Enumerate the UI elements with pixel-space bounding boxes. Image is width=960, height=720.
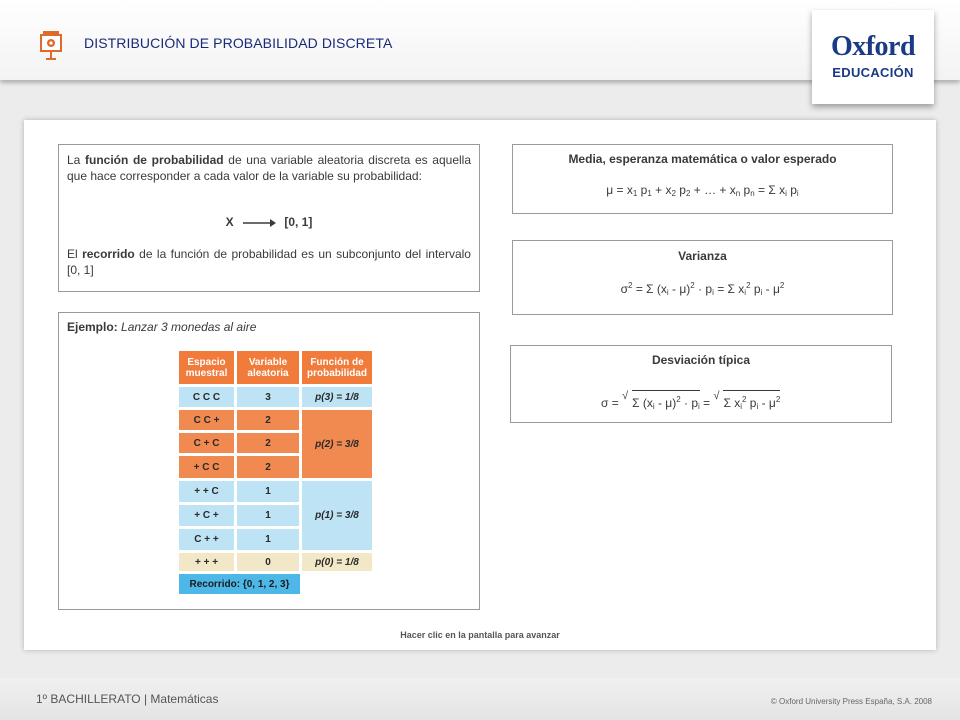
mapping-formula	[59, 214, 479, 230]
definition-box	[58, 144, 480, 292]
row-var: 0	[236, 552, 300, 572]
presentation-board-icon	[38, 28, 64, 62]
arrow-right-icon	[241, 218, 277, 228]
media-formula: $\mu = x_1$ $p_1 + x_2$ $p_2$ + … + $x_n$ $p_n = \Sigma$ $x_i$ $p_i$	[606, 183, 799, 198]
row-space: + C C	[178, 455, 235, 479]
desviacion-title: Desviación típica	[651, 353, 751, 367]
recorrido-text-c: de la función de probabilidad es un subconjunto del intervalo [0, 1]	[67, 247, 471, 277]
oxford-logo	[812, 10, 934, 104]
recorrido-cell: Recorrido: {0, 1, 2, 3}	[178, 573, 301, 595]
row-var: 2	[236, 432, 300, 454]
row-space: C C +	[178, 409, 235, 431]
prob-cell: p(0) = 1/8	[301, 552, 373, 572]
logo-wordmark: Oxford	[830, 31, 916, 62]
example-caption	[67, 319, 256, 335]
desviacion-box	[510, 345, 892, 423]
row-var: 2	[236, 455, 300, 479]
logo-subtitle: EDUCACIÓN	[832, 65, 914, 80]
definition-text-a: La	[67, 153, 85, 167]
header-variable: Variable aleatoria	[236, 350, 300, 385]
media-box	[512, 144, 893, 214]
media-title: Media, esperanza matemática o valor esperado	[568, 152, 837, 166]
varianza-title: Varianza	[678, 249, 727, 263]
prob-cell: p(1) = 3/8	[301, 480, 373, 551]
example-label: Ejemplo:	[67, 320, 118, 334]
advance-hint: Hacer clic en la pantalla para avanzar	[400, 630, 560, 640]
row-space: + + C	[178, 480, 235, 503]
mapping-from: X	[225, 215, 234, 229]
row-space: + C +	[178, 504, 235, 527]
row-var: 3	[236, 386, 300, 408]
row-space: C C C	[178, 386, 235, 408]
copyright-text: © Oxford University Press España, S.A. 2008	[770, 697, 932, 706]
course-label: 1º BACHILLERATO | Matemáticas	[36, 692, 219, 706]
page-title: DISTRIBUCIÓN DE PROBABILIDAD DISCRETA	[84, 35, 393, 51]
header-funcion: Función de probabilidad	[301, 350, 373, 385]
recorrido-paragraph	[67, 246, 471, 278]
header-espacio: Espacio muestral	[178, 350, 235, 385]
definition-term: función de probabilidad	[85, 153, 224, 167]
row-var: 1	[236, 504, 300, 527]
row-var: 2	[236, 409, 300, 431]
row-space: C + +	[178, 528, 235, 551]
varianza-box	[512, 240, 893, 315]
definition-text-c: de una variable aleatoria discreta es aquella que hace corresponder a cada valor de la variable su probabilidad:	[67, 153, 472, 183]
example-text: Lanzar 3 monedas al aire	[121, 320, 257, 334]
prob-cell: p(2) = 3/8	[301, 409, 373, 479]
row-var: 1	[236, 480, 300, 503]
recorrido-text-a: El	[67, 247, 83, 261]
definition-paragraph	[67, 152, 471, 184]
row-space: + + +	[178, 552, 235, 572]
varianza-formula: $\sigma^2 = \Sigma$ $(x_i - \mu)^2 \cdot p_i = \Sigma$ $x_i^2$ $p_i - \mu^2$	[620, 281, 785, 297]
row-space: C + C	[178, 432, 235, 454]
row-var: 1	[236, 528, 300, 551]
recorrido-term: recorrido	[82, 247, 135, 261]
prob-cell: p(3) = 1/8	[301, 386, 373, 408]
desviacion-formula: σ = √ Σ $(x_i - \mu)^2 \cdot p_i$ = √ Σ $x_i^2$ $p_i - \mu^2$	[601, 390, 780, 415]
mapping-to: [0, 1]	[284, 215, 313, 229]
